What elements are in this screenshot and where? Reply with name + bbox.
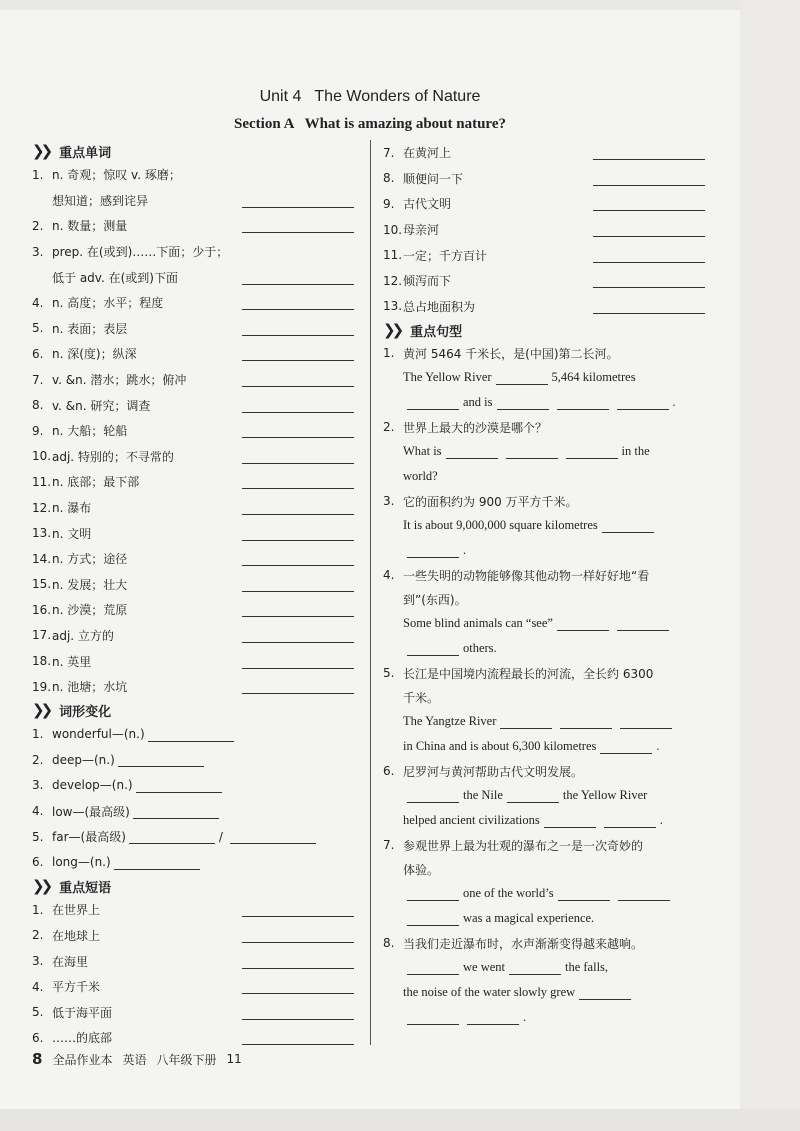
section-heading-vocab: ❯❯ 重点单词	[32, 142, 112, 161]
answer-blank[interactable]	[242, 218, 354, 233]
answer-blank[interactable]	[242, 474, 354, 489]
answer-blank[interactable]	[617, 396, 669, 410]
answer-blank[interactable]	[242, 577, 354, 592]
vocab-item: 12. n. 瀑布	[32, 495, 354, 521]
answer-blank[interactable]	[242, 954, 354, 969]
answer-blank[interactable]	[242, 679, 354, 694]
answer-blank[interactable]	[242, 449, 354, 464]
vocab-item: 11. n. 底部；最下部	[32, 469, 354, 495]
wordform-item: 2. deep—(n.)	[32, 747, 354, 773]
phrase-item: 13. 总占地面积为	[383, 294, 705, 320]
answer-blank[interactable]	[557, 396, 609, 410]
vocab-item: 3. prep. 在(或到)……下面；少于；	[32, 244, 229, 260]
answer-blank[interactable]	[557, 617, 609, 631]
double-chevron-icon: ❯❯	[383, 321, 401, 340]
answer-blank[interactable]	[617, 617, 669, 631]
answer-blank[interactable]	[506, 445, 558, 459]
answer-blank[interactable]	[509, 961, 561, 975]
vocab-item: 1. n. 奇观；惊叹 v. 琢磨；	[32, 167, 181, 183]
answer-blank[interactable]	[242, 526, 354, 541]
answer-blank[interactable]	[136, 778, 222, 793]
vocab-item: 9. n. 大船；轮船	[32, 418, 354, 444]
wordform-list	[32, 721, 354, 875]
answer-blank[interactable]	[242, 979, 354, 994]
phrase-item: 1. 在世界上	[32, 897, 354, 923]
vocab-item: 17. adj. 立方的	[32, 623, 354, 649]
answer-blank[interactable]	[242, 628, 354, 643]
section-heading-sentences: ❯❯ 重点句型	[383, 321, 463, 340]
vocab-item: 16. n. 沙漠；荒原	[32, 597, 354, 623]
sentence-2: 2. 世界上最大的沙漠是哪个？ What is in the world?	[383, 420, 650, 484]
answer-blank[interactable]	[620, 715, 672, 729]
answer-blank[interactable]	[618, 887, 670, 901]
answer-blank[interactable]	[407, 544, 459, 558]
right-column	[383, 140, 705, 1030]
answer-blank[interactable]	[230, 829, 316, 844]
unit-title: Unit 4 The Wonders of Nature	[259, 88, 481, 105]
answer-blank[interactable]	[242, 902, 354, 917]
wordform-item: 6. long—(n.)	[32, 849, 354, 875]
wordform-item: 5. far—(最高级) /	[32, 824, 354, 850]
answer-blank[interactable]	[242, 193, 354, 208]
answer-blank[interactable]	[133, 804, 219, 819]
scan-edge-top	[0, 0, 800, 10]
answer-blank[interactable]	[242, 654, 354, 669]
sentence-6: 6. 尼罗河与黄河帮助古代文明发展。 the Nile the Yellow River helped ancient civilizations .	[383, 764, 663, 828]
wordform-item: 4. low—(最高级)	[32, 798, 354, 824]
answer-blank[interactable]	[407, 642, 459, 656]
vocab-item: 10. adj. 特别的；不寻常的	[32, 444, 354, 470]
answer-blank[interactable]	[242, 1030, 354, 1045]
answer-blank[interactable]	[446, 445, 498, 459]
answer-blank[interactable]	[593, 171, 705, 186]
vocab-item: 15. n. 发展；壮大	[32, 572, 354, 598]
answer-blank[interactable]	[242, 551, 354, 566]
double-chevron-icon: ❯❯	[32, 877, 50, 896]
vocab-item: 4. n. 高度；水平；程度	[32, 290, 354, 316]
answer-blank[interactable]	[507, 789, 559, 803]
answer-blank[interactable]	[114, 855, 200, 870]
section-title: Section A What is amazing about nature?	[234, 116, 506, 132]
answer-blank[interactable]	[467, 1011, 519, 1025]
phrase-item: 10. 母亲河	[383, 217, 705, 243]
wordform-item: 1. wonderful—(n.)	[32, 721, 354, 747]
vocab-item: 13. n. 文明	[32, 520, 354, 546]
answer-blank[interactable]	[242, 1005, 354, 1020]
page-number: 8	[32, 1050, 43, 1068]
page-footer	[32, 1050, 252, 1068]
answer-blank[interactable]	[242, 928, 354, 943]
phrase-item: 3. 在海里	[32, 948, 354, 974]
answer-blank[interactable]	[242, 270, 354, 285]
phrase-item: 4. 平方千米	[32, 974, 354, 1000]
sentence-1: 1. 黄河 5464 千米长，是(中国)第二长河。 The Yellow River 5,464 kilometres and is .	[383, 346, 676, 410]
sentence-5: 5. 长江是中国境内流程最长的河流，全长约 6300 千米。 The Yangtze River in China and is about 6,300 kilometres .	[383, 661, 705, 759]
double-chevron-icon: ❯❯	[32, 142, 50, 160]
answer-blank[interactable]	[500, 715, 552, 729]
answer-blank[interactable]	[544, 814, 596, 828]
vocab-item: 想知道；感到诧异	[32, 188, 354, 214]
answer-blank[interactable]	[593, 222, 705, 237]
answer-blank[interactable]	[242, 295, 354, 310]
answer-blank[interactable]	[129, 829, 215, 844]
footer-number: 11	[226, 1052, 242, 1066]
answer-blank[interactable]	[407, 887, 459, 901]
left-column	[32, 140, 354, 1051]
answer-blank[interactable]	[600, 740, 652, 754]
column-divider	[370, 140, 371, 1045]
answer-blank[interactable]	[407, 789, 459, 803]
section-heading-wordforms: ❯❯ 词形变化	[32, 701, 112, 720]
vocab-list	[32, 162, 354, 699]
sentence-4: 4. 一些失明的动物能够像其他动物一样好好地“看 到”(东西)。 Some blind animals can “see” others.	[383, 563, 705, 661]
vocab-item: 8. v. &n. 研究；调查	[32, 392, 354, 418]
answer-blank[interactable]	[558, 887, 610, 901]
answer-blank[interactable]	[497, 396, 549, 410]
phrase-item: 2. 在地球上	[32, 923, 354, 949]
phrase-item: 8. 顺便问一下	[383, 166, 705, 192]
section-heading-phrases: ❯❯ 重点短语	[32, 877, 112, 896]
answer-blank[interactable]	[593, 273, 705, 288]
answer-blank[interactable]	[242, 372, 354, 387]
phrase-list	[32, 897, 354, 1051]
answer-blank[interactable]	[593, 299, 705, 314]
answer-blank[interactable]	[579, 986, 631, 1000]
answer-blank[interactable]	[148, 727, 234, 742]
vocab-item: 7. v. &n. 潜水；跳水；俯冲	[32, 367, 354, 393]
phrase-item: 6. ……的底部	[32, 1025, 354, 1051]
vocab-item: 14. n. 方式；途径	[32, 546, 354, 572]
phrase-item: 5. 低于海平面	[32, 999, 354, 1025]
answer-blank[interactable]	[566, 445, 618, 459]
sentence-3: 3. 它的面积约为 900 万平方千米。 It is about 9,000,000 square kilometres .	[383, 489, 705, 563]
phrase-item: 11. 一定；千方百计	[383, 242, 705, 268]
vocab-item: 低于 adv. 在(或到)下面	[32, 264, 354, 290]
answer-blank[interactable]	[242, 398, 354, 413]
phrase-item: 12. 倾泻而下	[383, 268, 705, 294]
phrase-list-continued	[383, 140, 705, 319]
answer-blank[interactable]	[118, 752, 204, 767]
answer-blank[interactable]	[242, 500, 354, 515]
phrase-item: 9. 古代文明	[383, 191, 705, 217]
answer-blank[interactable]	[407, 1011, 459, 1025]
sentence-7: 7. 参观世界上最为壮观的瀑布之一是一次奇妙的 体验。 one of the world’s was a magical experience.	[383, 833, 705, 931]
answer-blank[interactable]	[602, 519, 654, 533]
double-chevron-icon: ❯❯	[32, 701, 50, 720]
answer-blank[interactable]	[560, 715, 612, 729]
answer-blank[interactable]	[242, 423, 354, 438]
vocab-item: 5. n. 表面；表层	[32, 316, 354, 342]
answer-blank[interactable]	[407, 912, 459, 926]
subject: 英语	[122, 1052, 147, 1067]
vocab-item: 6. n. 深(度)；纵深	[32, 341, 354, 367]
wordform-item: 3. develop—(n.)	[32, 773, 354, 799]
vocab-item: 2. n. 数量；测量	[32, 213, 354, 239]
grade: 八年级下册	[156, 1052, 217, 1067]
sentence-8: 8. 当我们走近瀑布时，水声渐渐变得越来越响。 we went the falls, the noise of the water slowly grew .	[383, 936, 644, 1025]
answer-blank[interactable]	[407, 961, 459, 975]
answer-blank[interactable]	[407, 396, 459, 410]
phrase-item: 7. 在黄河上	[383, 140, 705, 166]
answer-blank[interactable]	[604, 814, 656, 828]
answer-blank[interactable]	[593, 196, 705, 211]
answer-blank[interactable]	[242, 346, 354, 361]
answer-blank[interactable]	[242, 602, 354, 617]
answer-blank[interactable]	[496, 371, 548, 385]
scan-edge-right	[740, 0, 800, 1131]
answer-blank[interactable]	[593, 145, 705, 160]
answer-blank[interactable]	[242, 321, 354, 336]
answer-blank[interactable]	[593, 248, 705, 263]
vocab-item: 18. n. 英里	[32, 648, 354, 674]
book-name: 全品作业本	[52, 1052, 113, 1067]
scan-edge-bottom	[0, 1109, 800, 1131]
vocab-item: 19. n. 池塘；水坑	[32, 674, 354, 700]
